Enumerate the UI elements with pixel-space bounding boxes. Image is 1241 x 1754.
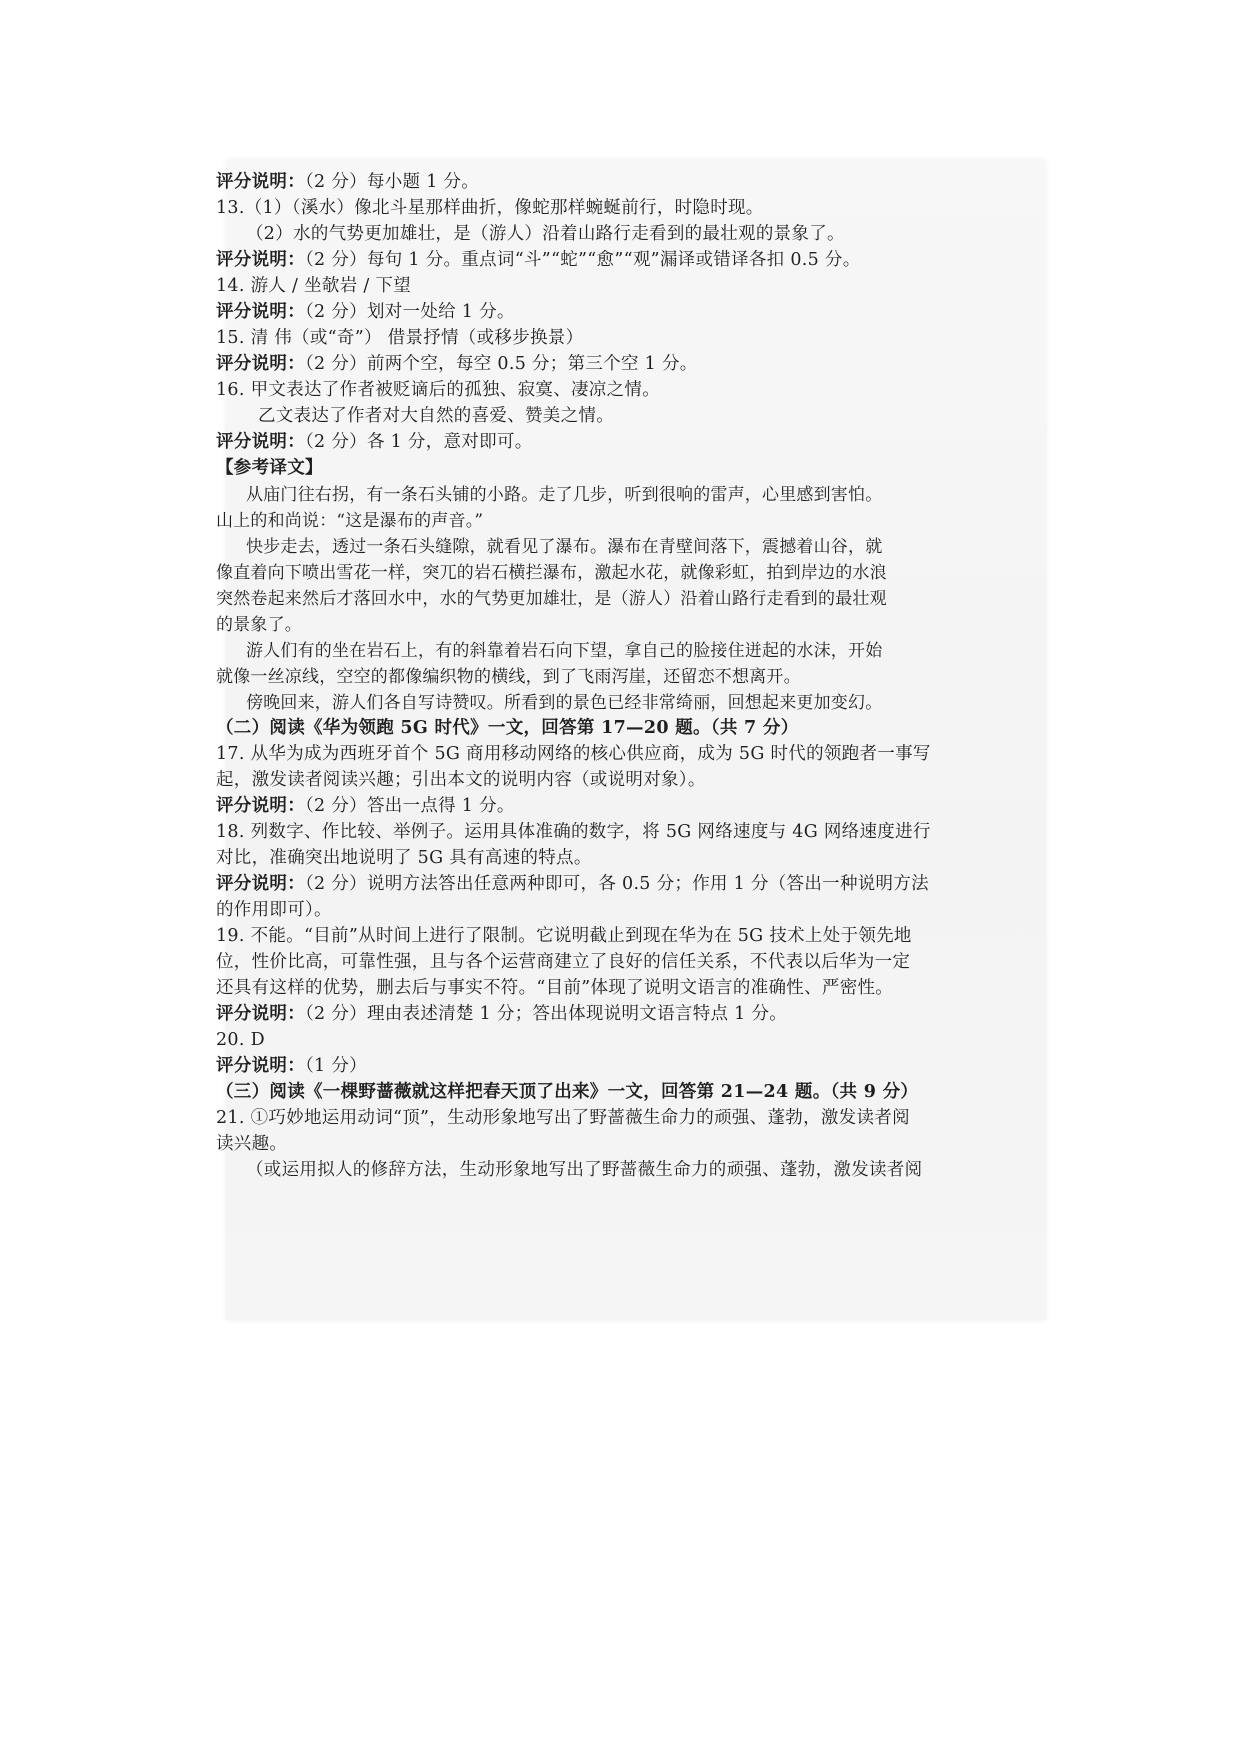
text-line (216, 950, 910, 974)
text-line (246, 535, 882, 559)
bold-label: （三）阅读《一棵野蔷薇就这样把春天顶了出来》一文，回答第 21—24 题。（共 9 分） (216, 1082, 919, 1102)
line-text: 19. 不能。“目前”从时间上进行了限制。它说明截止到现在华为在 5G 技术上处于领先地 (216, 926, 912, 946)
text-line (216, 1106, 910, 1130)
text-line (216, 820, 931, 844)
line-text: 17. 从华为成为西班牙首个 5G 商用移动网络的核心供应商，成为 5G 时代的领跑者一事写 (216, 744, 931, 764)
text-line (246, 691, 882, 715)
line-text: 13.（1）（溪水）像北斗星那样曲折，像蛇那样蜿蜒前行，时隐时现。 (216, 198, 764, 218)
line-text: （2 分）划对一处给 1 分。 (305, 302, 515, 322)
text-line (216, 846, 592, 870)
text-line (216, 794, 515, 818)
text-line (216, 1054, 367, 1078)
line-text: 起，激发读者阅读兴趣；引出本文的说明内容（或说明对象）。 (216, 770, 706, 790)
line-text: 16. 甲文表达了作者被贬谪后的孤独、寂寞、凄凉之情。 (216, 380, 660, 400)
line-text: 读兴趣。 (216, 1134, 288, 1154)
line-text: 位，性价比高，可靠性强，且与各个运营商建立了良好的信任关系，不代表以后华为一定 (216, 952, 911, 972)
text-line (216, 924, 912, 948)
line-text: 15. 清 伟（或“奇”） 借景抒情（或移步换景） (216, 328, 584, 348)
text-line (216, 196, 764, 220)
line-text: （2 分）答出一点得 1 分。 (305, 796, 515, 816)
line-text: （2 分）理由表述清楚 1 分；答出体现说明文语言特点 1 分。 (305, 1004, 788, 1024)
text-line (216, 248, 861, 272)
line-text: 18. 列数字、作比较、举例子。运用具体准确的数字，将 5G 网络速度与 4G 网络速度进行 (216, 822, 931, 842)
bold-label: 评分说明： (216, 250, 305, 270)
line-text: 的作用即可）。 (216, 900, 332, 920)
text-line (216, 561, 887, 585)
bold-label: 评分说明： (216, 432, 305, 452)
line-text: 还具有这样的优势，删去后与事实不符。“目前”体现了说明文语言的准确性、严密性。 (216, 978, 894, 998)
line-text: 乙文表达了作者对大自然的喜爱、赞美之情。 (258, 406, 614, 426)
text-line (216, 613, 302, 637)
bold-label: 评分说明： (216, 796, 305, 816)
line-text: 山上的和尚说：“这是瀑布的声音。” (216, 511, 484, 531)
bold-label: （二）阅读《华为领跑 5G 时代》一文，回答第 17—20 题。（共 7 分） (216, 718, 799, 738)
text-line (246, 483, 882, 507)
line-text: （2）水的气势更加雄壮，是（游人）沿着山路行走看到的最壮观的景象了。 (246, 224, 845, 244)
text-line (216, 1080, 918, 1104)
line-text: 像直着向下喷出雪花一样，突兀的岩石横拦瀑布，激起水花，就像彩虹，拍到岸边的水浪 (216, 563, 887, 583)
bold-label: 评分说明： (216, 1056, 305, 1076)
text-line (216, 716, 799, 740)
line-text: （2 分）每小题 1 分。 (305, 172, 480, 192)
line-text: 14. 游人 / 坐欹岩 / 下望 (216, 276, 412, 296)
line-text: 21. ①巧妙地运用动词“顶”，生动形象地写出了野蔷薇生命力的顽强、蓬勃，激发读者阅 (216, 1108, 910, 1128)
line-text: （2 分）各 1 分，意对即可。 (305, 432, 533, 452)
text-line (216, 456, 323, 480)
line-text: （2 分）说明方法答出任意两种即可，各 0.5 分；作用 1 分（答出一种说明方法 (305, 874, 929, 894)
text-line (246, 1158, 922, 1182)
text-line (216, 170, 479, 194)
text-line (216, 768, 706, 792)
line-text: （1 分） (305, 1056, 367, 1076)
line-text: 傍晚回来，游人们各自写诗赞叹。所看到的景色已经非常绮丽，回想起来更加变幻。 (246, 693, 883, 713)
bold-label: 评分说明： (216, 172, 305, 192)
line-text: （2 分）前两个空，每空 0.5 分；第三个空 1 分。 (305, 354, 698, 374)
text-line (216, 300, 515, 324)
line-text: 就像一丝凉线，空空的都像编织物的横线，到了飞雨泻崖，还留恋不想离开。 (216, 667, 801, 687)
line-text: （2 分）每句 1 分。重点词“斗”“蛇”“愈”“观”漏译或错译各扣 0.5 分。 (305, 250, 861, 270)
line-text: 游人们有的坐在岩石上，有的斜靠着岩石向下望，拿自己的脸接住迸起的水沫，开始 (246, 641, 883, 661)
bold-label: 评分说明： (216, 874, 305, 894)
bold-label: 评分说明： (216, 1004, 305, 1024)
line-text: 快步走去，透过一条石头缝隙，就看见了瀑布。瀑布在青壁间落下，震撼着山谷，就 (246, 537, 883, 557)
bold-label: 评分说明： (216, 354, 305, 374)
line-text: 从庙门往右拐，有一条石头铺的小路。走了几步，听到很响的雷声，心里感到害怕。 (246, 485, 883, 505)
text-line (216, 509, 483, 533)
text-line (216, 1132, 287, 1156)
text-line (216, 326, 583, 350)
text-line (216, 665, 801, 689)
line-text: 的景象了。 (216, 615, 302, 635)
line-text: 对比，准确突出地说明了 5G 具有高速的特点。 (216, 848, 592, 868)
text-line (216, 872, 929, 896)
text-line (216, 430, 533, 454)
text-line (216, 352, 698, 376)
text-line (216, 742, 931, 766)
line-text: 突然卷起来然后才落回水中，水的气势更加雄壮，是（游人）沿着山路行走看到的最壮观 (216, 589, 887, 609)
text-line (258, 404, 614, 428)
line-text: （或运用拟人的修辞方法，生动形象地写出了野蔷薇生命力的顽强、蓬勃，激发读者阅 (246, 1160, 923, 1180)
bold-label: 【参考译文】 (216, 458, 323, 478)
text-line (216, 976, 893, 1000)
text-line (246, 639, 882, 663)
text-line (216, 587, 887, 611)
text-line (216, 274, 411, 298)
text-line (216, 1002, 787, 1026)
bold-label: 评分说明： (216, 302, 305, 322)
text-line (246, 222, 845, 246)
line-text: 20. D (216, 1030, 265, 1050)
text-line (216, 898, 332, 922)
text-line (216, 378, 660, 402)
text-line (216, 1028, 265, 1052)
